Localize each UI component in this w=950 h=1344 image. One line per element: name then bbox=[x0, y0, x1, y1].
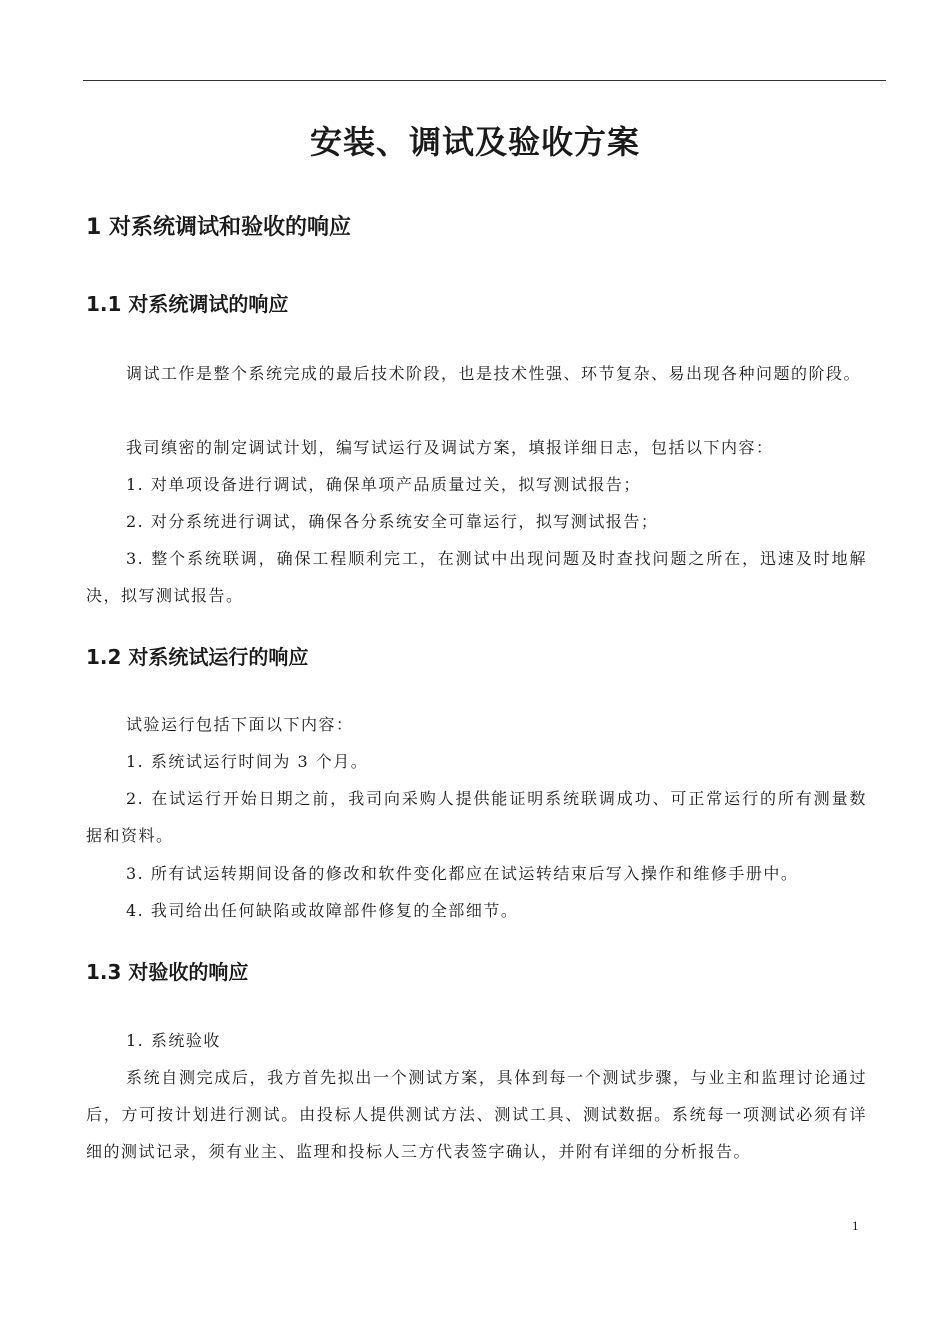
paragraph: 我司缜密的制定调试计划，编写试运行及调试方案，填报详细日志，包括以下内容： bbox=[126, 438, 774, 457]
paragraph: 试验运行包括下面以下内容： bbox=[126, 715, 354, 734]
list-item: 2. 对分系统进行调试，确保各分系统安全可靠运行，拟写测试报告； bbox=[126, 512, 659, 531]
paragraph: 调试工作是整个系统完成的最后技术阶段，也是技术性强、环节复杂、易出现各种问题的阶段。 bbox=[126, 364, 862, 383]
list-item: 2. 在试运行开始日期之前，我司向采购人提供能证明系统联调成功、可正常运行的所有测量数据和资料。 bbox=[86, 789, 867, 845]
list-item: 1. 对单项设备进行调试，确保单项产品质量过关，拟写测试报告； bbox=[126, 475, 641, 494]
document-title: 安装、调试及验收方案 bbox=[309, 123, 640, 161]
list-item: 1. 系统验收 bbox=[126, 1031, 221, 1050]
list-item: 4. 我司给出任何缺陷或故障部件修复的全部细节。 bbox=[126, 901, 519, 920]
header-rule bbox=[83, 80, 886, 81]
paragraph: 系统自测完成后，我方首先拟出一个测试方案，具体到每一个测试步骤，与业主和监理讨论通过后，方可按计划进行测试。由投标人提供测试方法、测试工具、测试数据。系统每一项测试必须有详细的测试记录，须有业主、监理和投标人三方代表签字确认，并附有详细的分析报告。 bbox=[86, 1068, 867, 1161]
section-1-heading: 1 对系统调试和验收的响应 bbox=[86, 215, 351, 240]
list-item: 1. 系统试运行时间为 3 个月。 bbox=[126, 752, 369, 771]
page-number: 1 bbox=[852, 1218, 859, 1233]
list-item: 3. 所有试运转期间设备的修改和软件变化都应在试运转结束后写入操作和维修手册中。 bbox=[126, 864, 799, 883]
list-item: 3. 整个系统联调，确保工程顺利完工，在测试中出现问题及时查找问题之所在，迅速及时地解决，拟写测试报告。 bbox=[86, 549, 867, 605]
section-1-1-heading: 1.1 对系统调试的响应 bbox=[86, 292, 289, 316]
section-1-2-heading: 1.2 对系统试运行的响应 bbox=[86, 645, 309, 669]
section-1-3-heading: 1.3 对验收的响应 bbox=[86, 960, 249, 984]
